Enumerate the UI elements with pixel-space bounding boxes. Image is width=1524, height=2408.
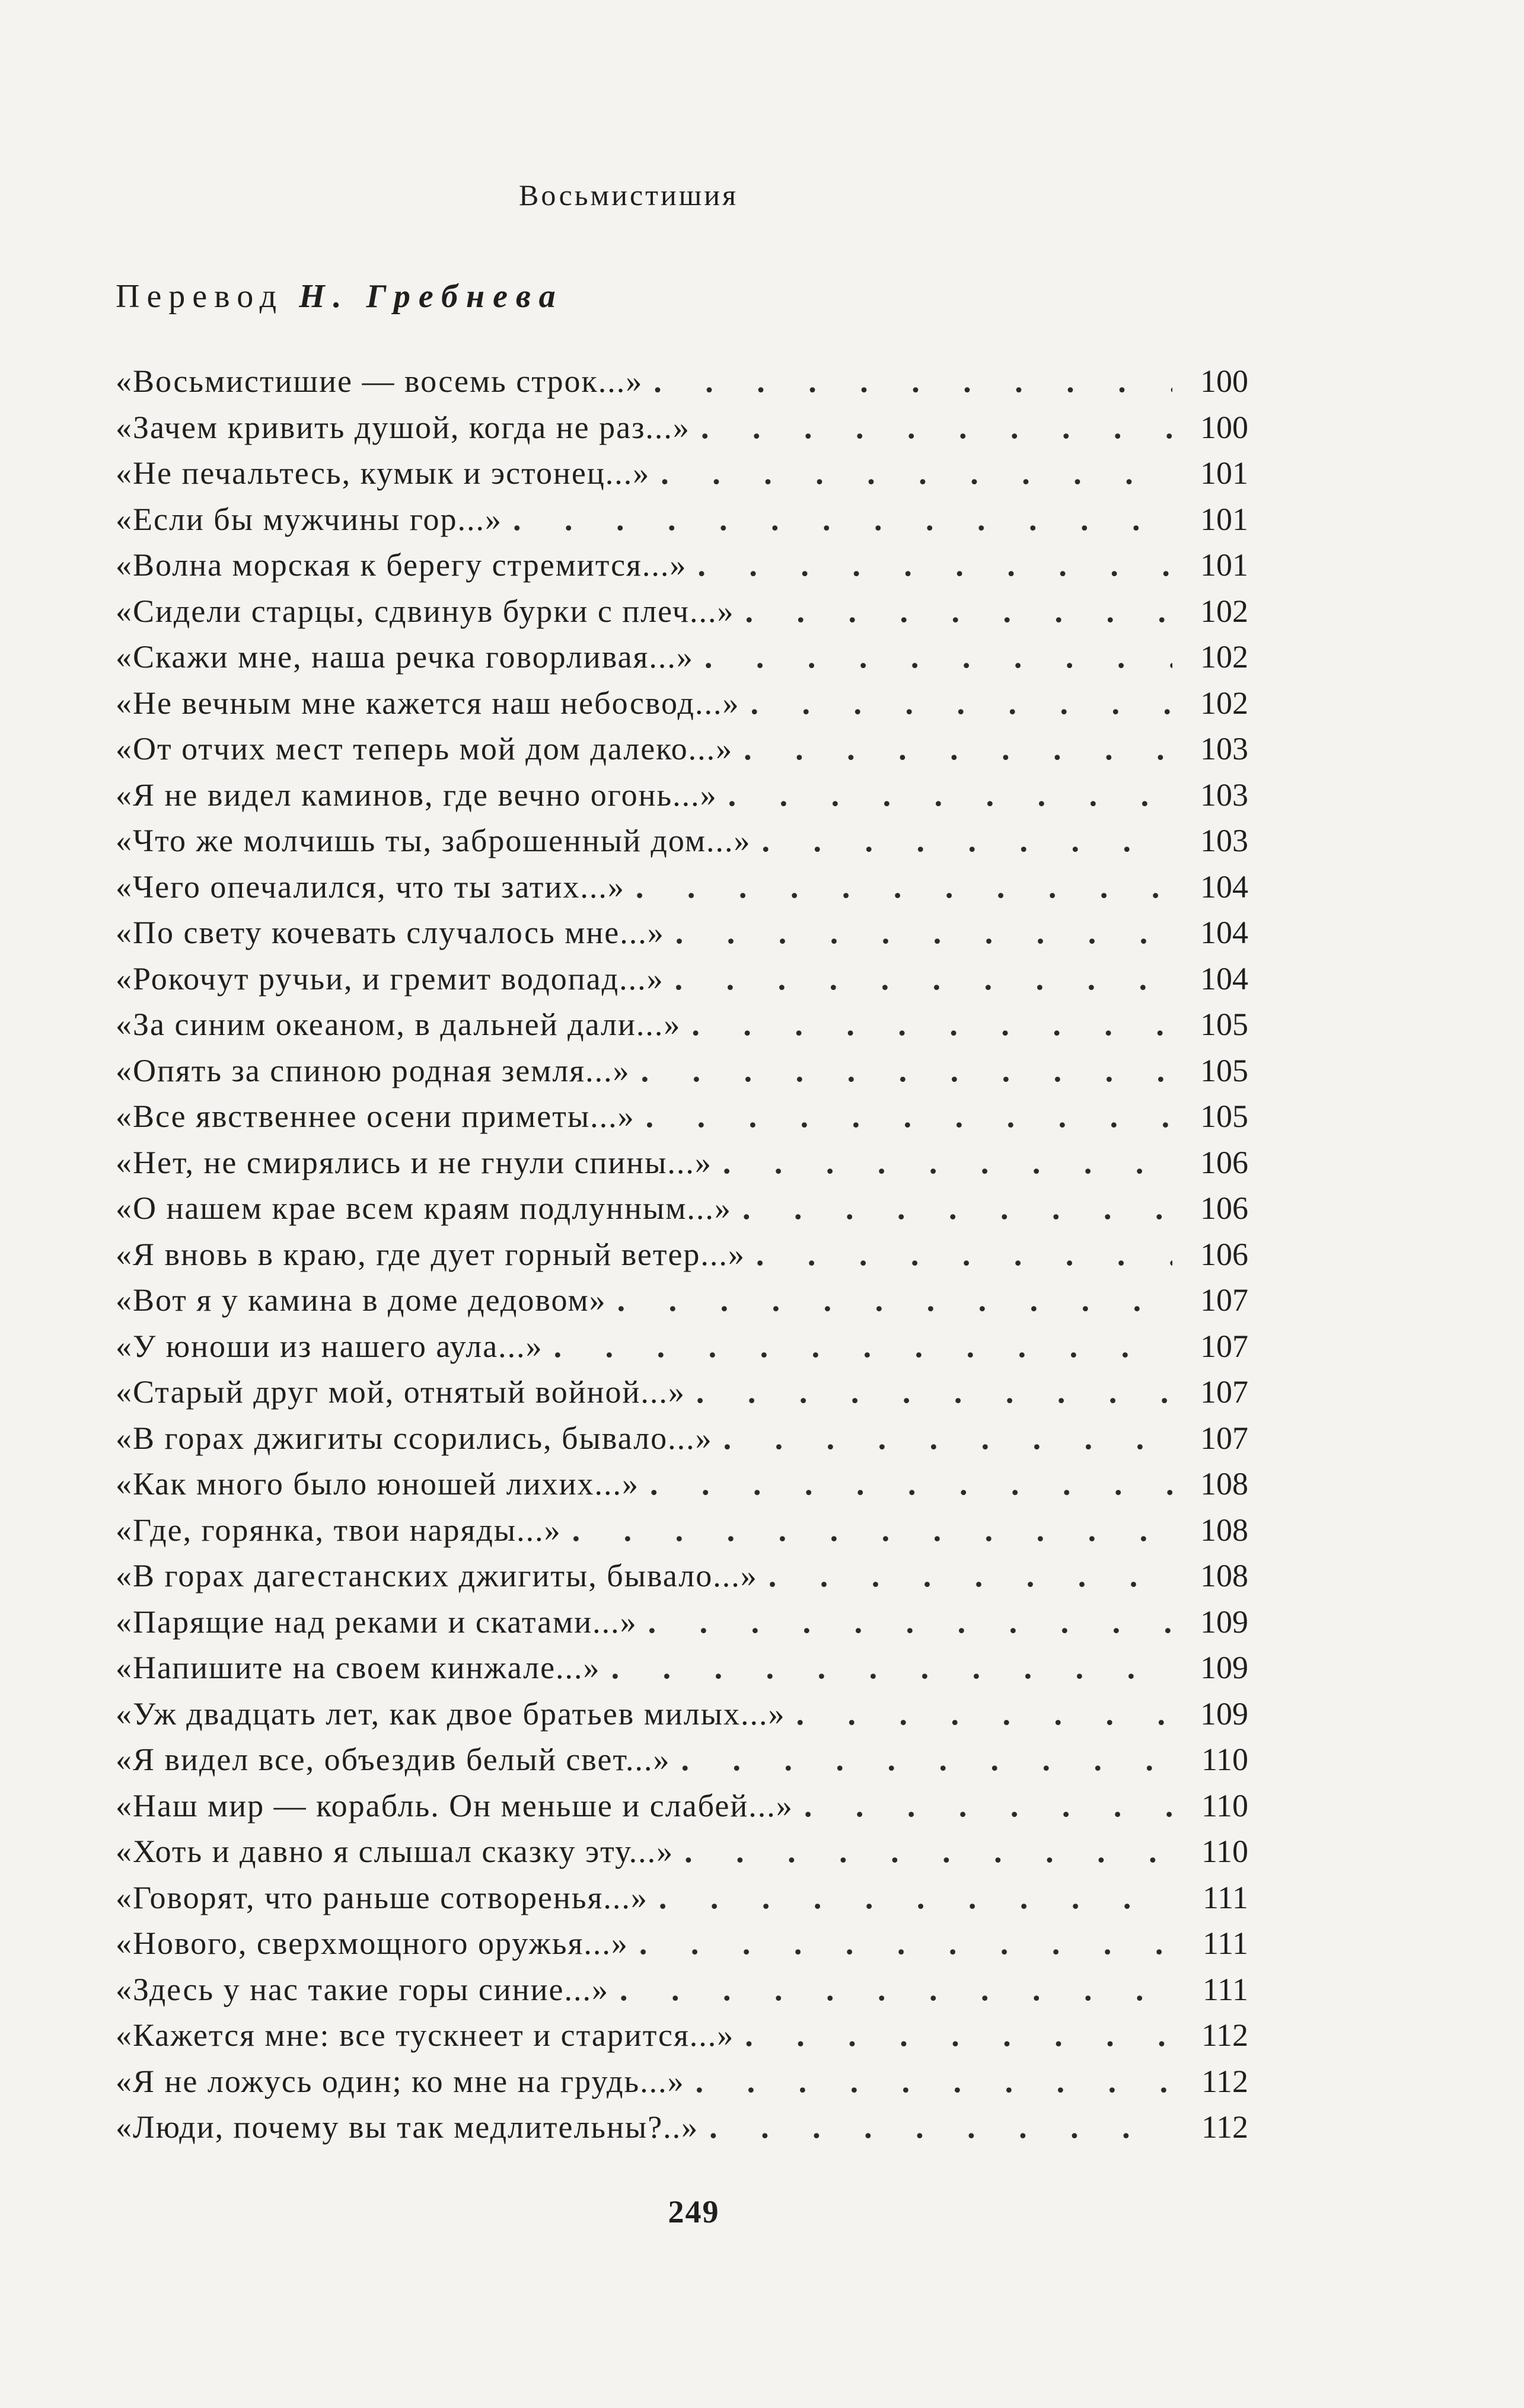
toc-entry: [116, 1557, 1248, 1604]
toc-entry-title: «Скажи мне, наша речка говорливая...»: [116, 639, 694, 675]
toc-entry-title: «Нет, не смирялись и не гнули спины...»: [116, 1144, 712, 1180]
toc-entry-title: «Не вечным мне кажется наш небосвод...»: [116, 685, 740, 721]
toc-entry-page: 102: [1200, 639, 1248, 675]
toc-entry: [116, 2017, 1248, 2063]
dot-leader: [796, 1695, 1172, 1732]
toc-entry-title: «Волна морская к берегу стремится...»: [116, 547, 687, 583]
dot-leader: [650, 1465, 1172, 1502]
toc-entry-title: «Я вновь в краю, где дует горный ветер...»: [116, 1236, 745, 1272]
toc-entry-page: 101: [1200, 455, 1248, 491]
dot-leader: [723, 1420, 1172, 1457]
dot-leader: [804, 1787, 1172, 1824]
toc-entry-page: 104: [1200, 915, 1248, 950]
toc-entry-page: 109: [1200, 1695, 1248, 1732]
toc-entry-page: 105: [1200, 1052, 1248, 1088]
page-number: 249: [668, 2194, 720, 2230]
toc-entry: [116, 685, 1248, 731]
toc-entry: [116, 2109, 1248, 2155]
toc-entry: [116, 1328, 1248, 1374]
toc-entry: [116, 1604, 1248, 1650]
toc-entry: [116, 777, 1248, 823]
toc-entry-title: «Если бы мужчины гор...»: [116, 501, 503, 537]
dot-leader: [756, 1236, 1172, 1273]
dot-leader: [684, 1833, 1172, 1870]
section-title: Восьмистишия: [518, 178, 739, 212]
toc-entry-title: «Люди, почему вы так медлительны?..»: [116, 2109, 699, 2145]
toc-entry: [116, 1787, 1248, 1834]
toc-entry: [116, 1741, 1248, 1787]
toc-entry-title: «От отчих мест теперь мой дом далеко...»: [116, 731, 734, 767]
toc-entry-title: «По свету кочевать случалось мне...»: [116, 915, 665, 950]
toc-entry-title: «Зачем кривить душой, когда не раз...»: [116, 409, 690, 445]
toc-entry: [116, 501, 1248, 547]
dot-leader: [709, 2109, 1172, 2145]
toc-entry: [116, 547, 1248, 593]
toc-entry-title: «У юноши из нашего аула...»: [116, 1328, 543, 1364]
toc-entry: [116, 1465, 1248, 1512]
toc-entry-page: 107: [1200, 1420, 1248, 1456]
toc-entry-page: 107: [1200, 1282, 1248, 1318]
translation-label: Перевод: [116, 278, 284, 315]
toc-entry-title: «Кажется мне: все тускнеет и старится...»: [116, 2017, 735, 2053]
toc-entry: [116, 2063, 1248, 2109]
toc-entry-page: 104: [1200, 868, 1248, 905]
table-of-contents: [116, 363, 1248, 2155]
toc-entry-page: 102: [1200, 685, 1248, 721]
dot-leader: [661, 455, 1172, 491]
toc-entry-page: 110: [1201, 1742, 1248, 1777]
toc-entry: [116, 1190, 1248, 1236]
toc-entry-page: 108: [1200, 1466, 1248, 1502]
toc-entry: [116, 1512, 1248, 1558]
dot-leader: [691, 1006, 1172, 1043]
dot-leader: [636, 868, 1172, 905]
dot-leader: [762, 822, 1172, 859]
dot-leader: [648, 1604, 1172, 1640]
dot-leader: [704, 638, 1172, 675]
toc-entry: [116, 1649, 1248, 1695]
toc-entry-page: 101: [1200, 547, 1248, 583]
toc-entry: [116, 914, 1248, 960]
toc-entry-page: 105: [1200, 1007, 1248, 1042]
toc-entry-page: 112: [1201, 2109, 1248, 2145]
toc-entry-page: 103: [1200, 823, 1248, 858]
dot-leader: [646, 1098, 1172, 1135]
dot-leader: [742, 1190, 1172, 1227]
dot-leader: [723, 1144, 1172, 1181]
dot-leader: [701, 409, 1172, 446]
toc-entry: [116, 1098, 1248, 1144]
dot-leader: [554, 1328, 1172, 1365]
toc-entry-title: «Я видел все, объездив белый свет...»: [116, 1742, 671, 1777]
toc-entry-title: «За синим океаном, в дальней дали...»: [116, 1007, 681, 1042]
toc-entry-title: «Опять за спиною родная земля...»: [116, 1052, 630, 1088]
toc-entry-page: 100: [1200, 363, 1248, 399]
toc-entry-page: 106: [1200, 1144, 1248, 1180]
dot-leader: [513, 501, 1172, 538]
toc-entry-page: 112: [1201, 2063, 1248, 2099]
toc-entry-page: 102: [1200, 593, 1248, 629]
toc-entry: [116, 730, 1248, 777]
dot-leader: [745, 2017, 1172, 2053]
translator-name: Н. Гребнева: [299, 278, 564, 315]
toc-entry: [116, 868, 1248, 915]
toc-entry: [116, 1282, 1248, 1328]
toc-entry-title: «Как много было юношей лихих...»: [116, 1466, 640, 1502]
toc-entry: [116, 593, 1248, 639]
toc-entry: [116, 1006, 1248, 1052]
toc-entry: [116, 1695, 1248, 1742]
toc-entry-title: «Что же молчишь ты, заброшенный дом...»: [116, 823, 751, 858]
translation-credit: [116, 277, 564, 315]
toc-entry: [116, 1971, 1248, 2017]
dot-leader: [653, 363, 1172, 400]
toc-entry-page: 111: [1203, 1879, 1248, 1915]
dot-leader: [617, 1282, 1172, 1318]
toc-entry: [116, 409, 1248, 455]
toc-entry: [116, 822, 1248, 868]
toc-entry-title: «Напишите на своем кинжале...»: [116, 1650, 601, 1685]
toc-entry-page: 104: [1200, 960, 1248, 997]
toc-entry-page: 108: [1200, 1558, 1248, 1593]
dot-leader: [728, 777, 1172, 813]
toc-entry: [116, 363, 1248, 409]
toc-entry-title: «Наш мир — корабль. Он меньше и слабей...»: [116, 1787, 793, 1823]
toc-entry-title: «Где, горянка, твои наряды...»: [116, 1512, 562, 1548]
toc-entry: [116, 1420, 1248, 1466]
toc-entry-title: «Я не видел каминов, где вечно огонь...»: [116, 777, 718, 813]
toc-entry-page: 108: [1200, 1512, 1248, 1548]
toc-entry-title: «Восьмистишие — восемь строк...»: [116, 363, 643, 399]
dot-leader: [745, 593, 1172, 630]
toc-entry-title: «В горах джигиты ссорились, бывало...»: [116, 1420, 713, 1456]
toc-entry-title: «Здесь у нас такие горы синие...»: [116, 1971, 609, 2007]
dot-leader: [744, 730, 1172, 767]
dot-leader: [620, 1971, 1172, 2008]
dot-leader: [639, 1925, 1172, 1962]
toc-entry-page: 109: [1200, 1650, 1248, 1685]
dot-leader: [611, 1649, 1172, 1686]
toc-entry-page: 106: [1200, 1236, 1248, 1272]
toc-entry-title: «Я не ложусь один; ко мне на грудь...»: [116, 2063, 685, 2099]
toc-entry: [116, 1236, 1248, 1282]
dot-leader: [696, 1374, 1172, 1410]
toc-entry-title: «О нашем крае всем краям подлунным...»: [116, 1190, 732, 1226]
toc-entry-page: 111: [1203, 1971, 1248, 2007]
toc-entry-page: 110: [1201, 1834, 1248, 1869]
dot-leader: [659, 1879, 1172, 1916]
toc-entry-page: 111: [1203, 1925, 1248, 1961]
dot-leader: [675, 960, 1172, 997]
toc-entry-page: 100: [1200, 409, 1248, 445]
toc-entry-title: «Вот я у камина в доме дедовом»: [116, 1282, 607, 1318]
toc-entry-title: «Нового, сверхмощного оружья...»: [116, 1925, 629, 1961]
toc-entry-title: «Рокочут ручьи, и гремит водопад...»: [116, 960, 664, 997]
toc-entry-page: 107: [1200, 1374, 1248, 1410]
toc-entry-title: «Сидели старцы, сдвинув бурки с плеч...»: [116, 593, 735, 629]
toc-entry-title: «Хоть и давно я слышал сказку эту...»: [116, 1834, 674, 1869]
dot-leader: [572, 1512, 1172, 1548]
dot-leader: [769, 1557, 1172, 1594]
toc-entry-page: 105: [1200, 1098, 1248, 1134]
toc-entry: [116, 960, 1248, 1007]
toc-entry-title: «Не печальтесь, кумык и эстонец...»: [116, 455, 651, 491]
dot-leader: [675, 914, 1172, 951]
toc-entry: [116, 1374, 1248, 1420]
toc-entry-page: 101: [1200, 501, 1248, 537]
toc-entry: [116, 1144, 1248, 1190]
toc-entry: [116, 638, 1248, 685]
toc-entry-title: «В горах дагестанских джигиты, бывало...»: [116, 1558, 758, 1593]
dot-leader: [750, 685, 1172, 721]
toc-entry: [116, 1833, 1248, 1879]
toc-entry-title: «Уж двадцать лет, как двое братьев милых...»: [116, 1695, 786, 1732]
toc-entry-page: 106: [1200, 1190, 1248, 1226]
toc-entry-page: 110: [1201, 1787, 1248, 1823]
toc-entry-title: «Чего опечалился, что ты затих...»: [116, 868, 625, 905]
toc-entry-page: 103: [1200, 731, 1248, 767]
toc-entry-page: 109: [1200, 1604, 1248, 1640]
toc-entry: [116, 1925, 1248, 1971]
toc-entry: [116, 1879, 1248, 1925]
toc-entry: [116, 455, 1248, 501]
dot-leader: [697, 547, 1172, 583]
dot-leader: [641, 1052, 1172, 1089]
toc-entry: [116, 1052, 1248, 1098]
toc-entry-title: «Все явственнее осени приметы...»: [116, 1098, 635, 1134]
toc-entry-title: «Парящие над реками и скатами...»: [116, 1604, 637, 1640]
dot-leader: [681, 1741, 1173, 1778]
toc-entry-title: «Старый друг мой, отнятый войной...»: [116, 1374, 686, 1410]
toc-entry-page: 103: [1200, 777, 1248, 813]
toc-entry-page: 112: [1201, 2017, 1248, 2053]
dot-leader: [696, 2063, 1172, 2100]
toc-entry-title: «Говорят, что раньше сотворенья...»: [116, 1879, 648, 1915]
toc-entry-page: 107: [1200, 1328, 1248, 1364]
